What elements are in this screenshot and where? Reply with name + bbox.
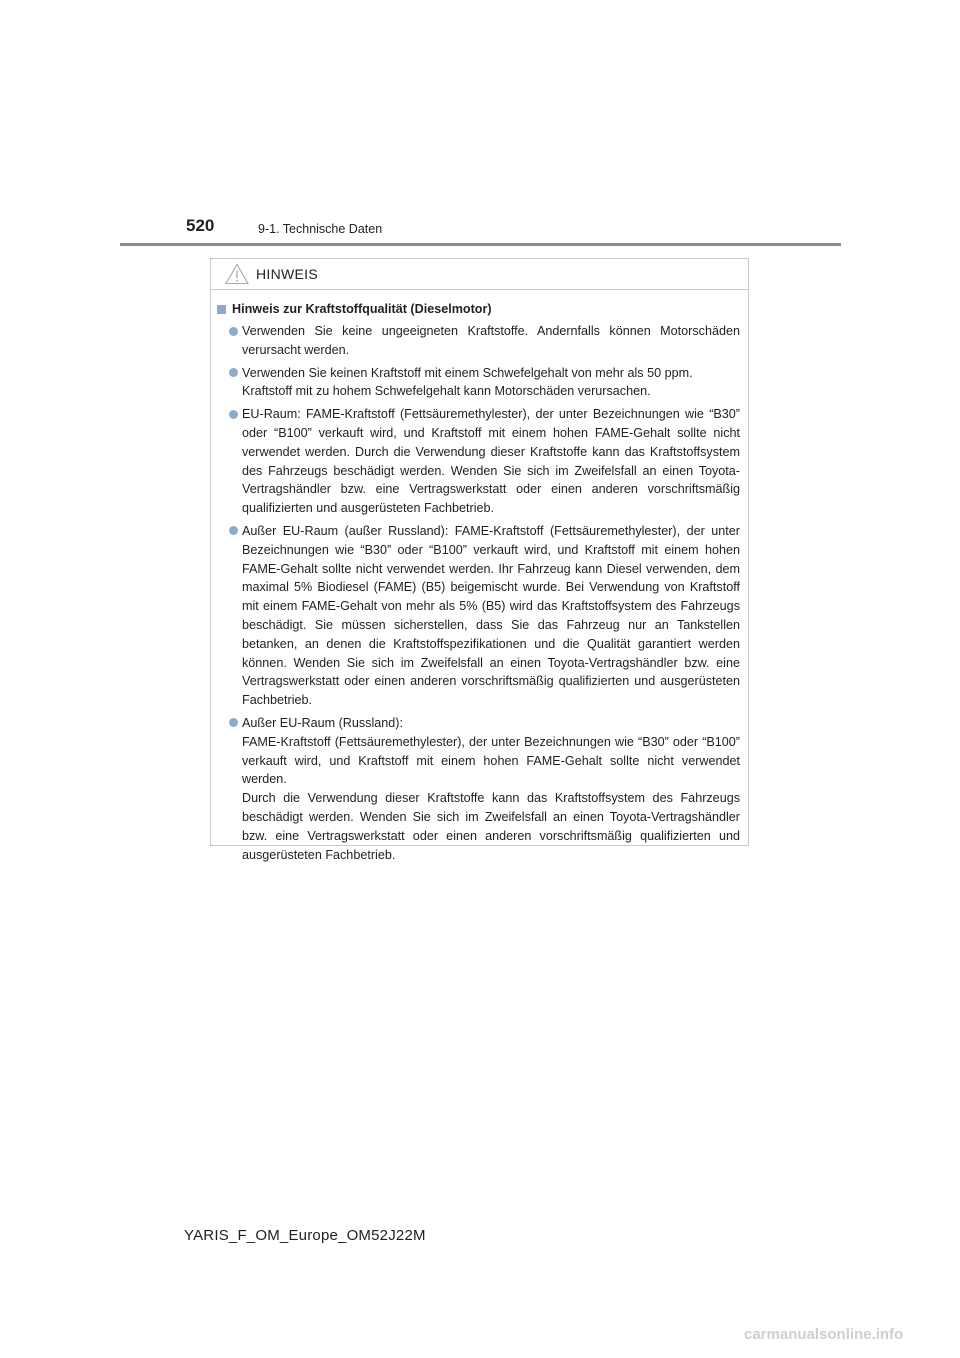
notice-body	[211, 290, 748, 864]
warning-triangle-icon	[225, 263, 249, 285]
bullet-dot-icon	[229, 718, 238, 727]
notice-box	[210, 258, 749, 862]
bullet-item	[217, 322, 740, 360]
bullet-dot-icon	[229, 327, 238, 336]
notice-heading	[217, 300, 740, 318]
bullet-paragraph: Kraftstoff mit zu hohem Schwefelgehalt kann Motorschäden verursachen.	[242, 384, 651, 399]
notice-title: HINWEIS	[256, 266, 318, 282]
notice-heading-text: Hinweis zur Kraftstoffqualität (Dieselmotor)	[232, 302, 492, 316]
bullet-paragraph: Außer EU-Raum (außer Russland): FAME-Kraftstoff (Fettsäuremethylester), der unter Bezeichnungen wie “B30” oder “B100” verkauft wird, und Kraftstoff mit einem hohen FAME-Gehalt sollte nicht verwendet werden. Ihr Fahrzeug kann Diesel verwenden, dem maximal 5% Biodiesel (FAME) (B5) beigemischt wurde. Bei Verwendung von Kraftstoff mit einem FAME-Gehalt von mehr als 5% (B5) wird das Kraftstoffsystem des Fahrzeugs beschädigt. Sie müssen sicherstellen, dass Sie das Fahrzeug nur an Tankstellen betanken, an denen die Kraftstoffspezifikationen und die Qualität garantiert werden können. Wenden Sie sich im Zweifelsfall an einen Toyota-Vertragshändler bzw. eine Vertragswerkstatt oder einen anderen vorschriftsmäßig qualifizierten und ausgerüsteten Fachbetrieb.	[242, 523, 740, 708]
bullet-paragraph: Außer EU-Raum (Russland):	[242, 715, 403, 730]
bullet-paragraph: FAME-Kraftstoff (Fettsäuremethylester), der unter Bezeichnungen wie “B30” oder “B100” verkauft wird, und Kraftstoff mit einem hohen FAME-Gehalt sollte nicht verwendet werden.	[242, 734, 740, 787]
bullet-paragraph: Durch die Verwendung dieser Kraftstoffe kann das Kraftstoffsystem des Fahrzeugs beschädigt werden. Wenden Sie sich im Zweifelsfall an einen Toyota-Vertragshändler bzw. eine Vertragswerkstatt oder einen anderen vorschriftsmäßig qualifizierten und ausgerüsteten Fachbetrieb.	[242, 791, 740, 862]
footer-document-code: YARIS_F_OM_Europe_OM52J22M	[184, 1227, 426, 1244]
watermark: carmanualsonline.info	[744, 1326, 904, 1343]
bullet-item	[217, 714, 740, 864]
notice-header	[211, 259, 748, 290]
bullet-paragraph: EU-Raum: FAME-Kraftstoff (Fettsäuremethylester), der unter Bezeichnungen wie “B30” oder “B100” verkauft wird, und Kraftstoff mit einem hohen FAME-Gehalt sollte nicht verwendet werden. Durch die Verwendung dieser Kraftstoffe kann das Kraftstoffsystem des Fahrzeugs beschädigt werden. Wenden Sie sich im Zweifelsfall an einen Toyota-Vertragshändler bzw. eine Vertragswerkstatt oder einen anderen vorschriftsmäßig qualifizierten und ausgerüsteten Fachbetrieb.	[242, 407, 740, 516]
page-number: 520	[186, 216, 215, 235]
bullet-dot-icon	[229, 526, 238, 535]
square-bullet-icon	[217, 305, 226, 314]
header-rule	[120, 243, 841, 246]
bullet-item	[217, 522, 740, 710]
bullet-paragraph: Verwenden Sie keine ungeeigneten Kraftstoffe. Andernfalls können Motorschäden verursacht werden.	[242, 324, 740, 357]
section-title: 9-1. Technische Daten	[258, 222, 383, 236]
bullet-item	[217, 405, 740, 518]
bullet-dot-icon	[229, 410, 238, 419]
bullet-dot-icon	[229, 368, 238, 377]
bullet-paragraph: Verwenden Sie keinen Kraftstoff mit einem Schwefelgehalt von mehr als 50 ppm.	[242, 365, 693, 380]
bullet-item	[217, 364, 740, 402]
